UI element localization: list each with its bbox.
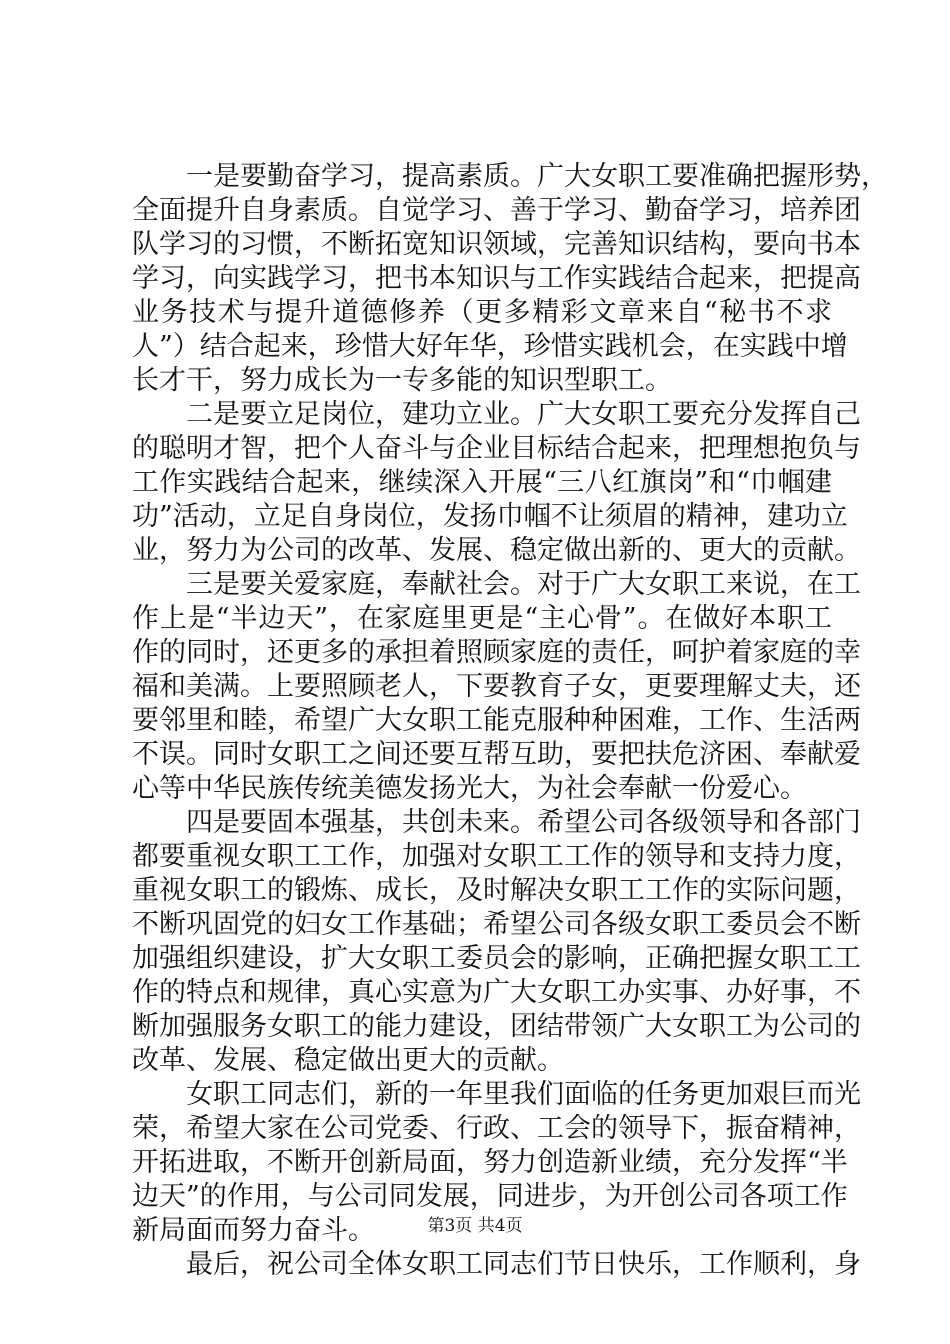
text-line: 最后，祝公司全体女职工同志们节日快乐，工作顺利，身	[132, 1249, 861, 1280]
text-line: 一是要勤奋学习，提高素质。广大女职工要准确把握形势，	[132, 161, 888, 192]
text-line: 福和美满。上要照顾老人，下要教育子女，更要理解丈夫，还	[132, 671, 861, 702]
text-line: 队学习的习惯，不断拓宽知识领域，完善知识结构，要向书本	[132, 229, 861, 260]
text-line: 业务技术与提升道德修养（更多精彩文章来自“秘书不求	[132, 297, 832, 328]
text-line: 人”）结合起来，珍惜大好年华，珍惜实践机会，在实践中增	[132, 331, 848, 362]
text-line: 学习，向实践学习，把书本知识与工作实践结合起来，把提高	[132, 263, 861, 294]
text-line: 心等中华民族传统美德发扬光大，为社会奉献一份爱心。	[132, 773, 807, 804]
text-line: 边天”的作用，与公司同发展，同进步，为开创公司各项工作	[132, 1181, 848, 1212]
text-line: 作的特点和规律，真心实意为广大女职工办实事、办好事，不	[132, 977, 861, 1008]
text-line: 改革、发展、稳定做出更大的贡献。	[132, 1045, 564, 1076]
text-line: 四是要固本强基，共创未来。希望公司各级领导和各部门	[132, 807, 861, 838]
text-line: 三是要关爱家庭，奉献社会。对于广大女职工来说，在工	[132, 569, 861, 600]
page-footer	[0, 1214, 950, 1238]
document-body	[132, 160, 888, 1282]
text-line: 要邻里和睦，希望广大女职工能克服种种困难，工作、生活两	[132, 705, 861, 736]
text-line: 的聪明才智，把个人奋斗与企业目标结合起来，把理想抱负与	[132, 433, 861, 464]
text-line: 开拓进取，不断开创新局面，努力创造新业绩，充分发挥“半	[132, 1147, 848, 1178]
text-line: 二是要立足岗位，建功立业。广大女职工要充分发挥自己	[132, 399, 861, 430]
text-line: 全面提升自身素质。自觉学习、善于学习、勤奋学习，培养团	[132, 195, 861, 226]
text-line: 女职工同志们，新的一年里我们面临的任务更加艰巨而光	[132, 1079, 861, 1110]
text-line: 重视女职工的锻炼、成长，及时解决女职工工作的实际问题，	[132, 875, 861, 906]
text-line: 断加强服务女职工的能力建设，团结带领广大女职工为公司的	[132, 1011, 861, 1042]
text-line: 长才干，努力成长为一专多能的知识型职工。	[132, 365, 672, 396]
text-line: 荣，希望大家在公司党委、行政、工会的领导下，振奋精神，	[132, 1113, 861, 1144]
text-line: 新局面而努力奋斗。	[132, 1215, 375, 1246]
text-line: 业，努力为公司的改革、发展、稳定做出新的、更大的贡献。	[132, 535, 861, 566]
text-line: 作上是“半边天”，在家庭里更是“主心骨”。在做好本职工	[132, 603, 832, 634]
text-line: 不断巩固党的妇女工作基础；希望公司各级女职工委员会不断	[132, 909, 861, 940]
text-line: 工作实践结合起来，继续深入开展“三八红旗岗”和“巾帼建	[132, 467, 832, 498]
text-line: 不误。同时女职工之间还要互帮互助，要把扶危济困、奉献爱	[132, 739, 861, 770]
text-line: 加强组织建设，扩大女职工委员会的影响，正确把握女职工工	[132, 943, 861, 974]
text-line: 作的同时，还更多的承担着照顾家庭的责任，呵护着家庭的幸	[132, 637, 861, 668]
text-line: 功”活动，立足自身岗位，发扬巾帼不让须眉的精神，建功立	[132, 501, 848, 532]
text-line: 都要重视女职工工作，加强对女职工工作的领导和支持力度，	[132, 841, 861, 872]
page-number: 第3页 共4页	[427, 1216, 523, 1236]
